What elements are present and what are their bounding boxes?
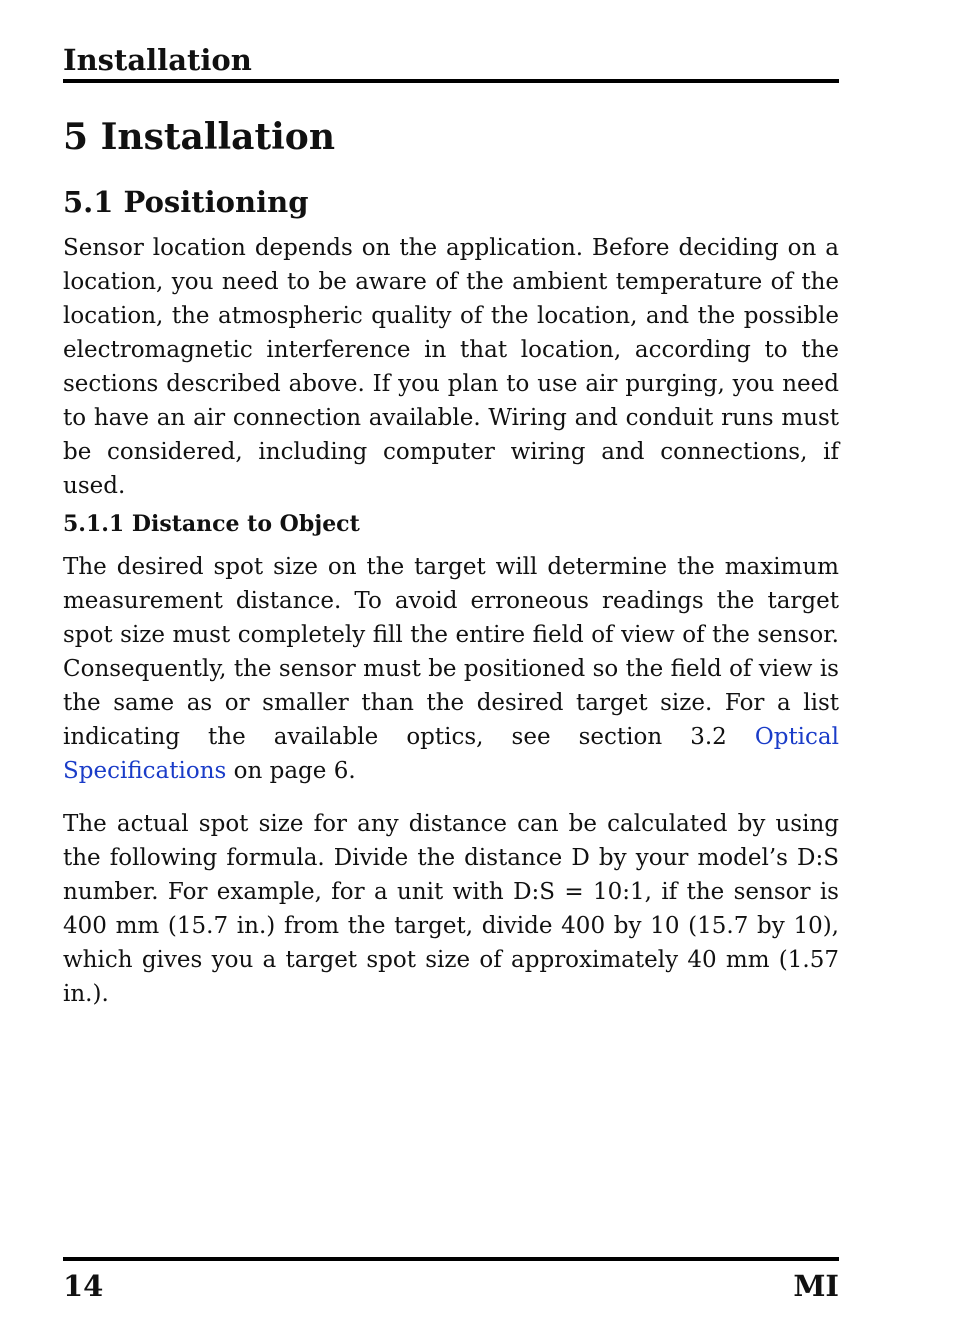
page-number: 14 (63, 1269, 104, 1303)
footer-product-name: MI (793, 1269, 839, 1303)
subsection-paragraph-2: The actual spot size for any distance can be calculated by using the following formula. Divide the distance D by your model’s D:S number. For example, for a unit with D:S = 10:1, if the sensor is 400 mm (15.7 in.) from the target, divide 400 by 10 (15.7 by 10), which gives you a target spot size of approximately 40 mm (1.57 in.). (63, 811, 839, 1007)
subsection-paragraph-1 (63, 550, 839, 788)
footer-rule (63, 1257, 839, 1261)
section-paragraph: Sensor location depends on the application. Before deciding on a location, you need to be aware of the ambient temperature of the location, the atmospheric quality of the location, and the possible electromagnetic interference in that location, according to the sections described above. If you plan to use air purging, you need to have an air connection available. Wiring and conduit runs must be considered, including computer wiring and connections, if used. (63, 235, 839, 499)
paragraph-text-before-link: The desired spot size on the target will determine the maximum measurement distance. To avoid erroneous readings the target spot size must completely fill the entire field of view of the sensor. Consequently, the sensor must be positioned so the field of view is the same as or smaller than the desired target size. For a list indicating the available optics, see section 3.2 (63, 554, 839, 750)
chapter-title: 5 Installation (63, 116, 335, 158)
section-title: 5.1 Positioning (63, 185, 309, 219)
running-header-title: Installation (63, 43, 252, 77)
paragraph-text-after-link: on page 6. (226, 758, 356, 784)
header-rule (63, 79, 839, 83)
subsection-title: 5.1.1 Distance to Object (63, 511, 360, 537)
optical-specifications-link[interactable]: Optical Specifications (63, 724, 839, 784)
